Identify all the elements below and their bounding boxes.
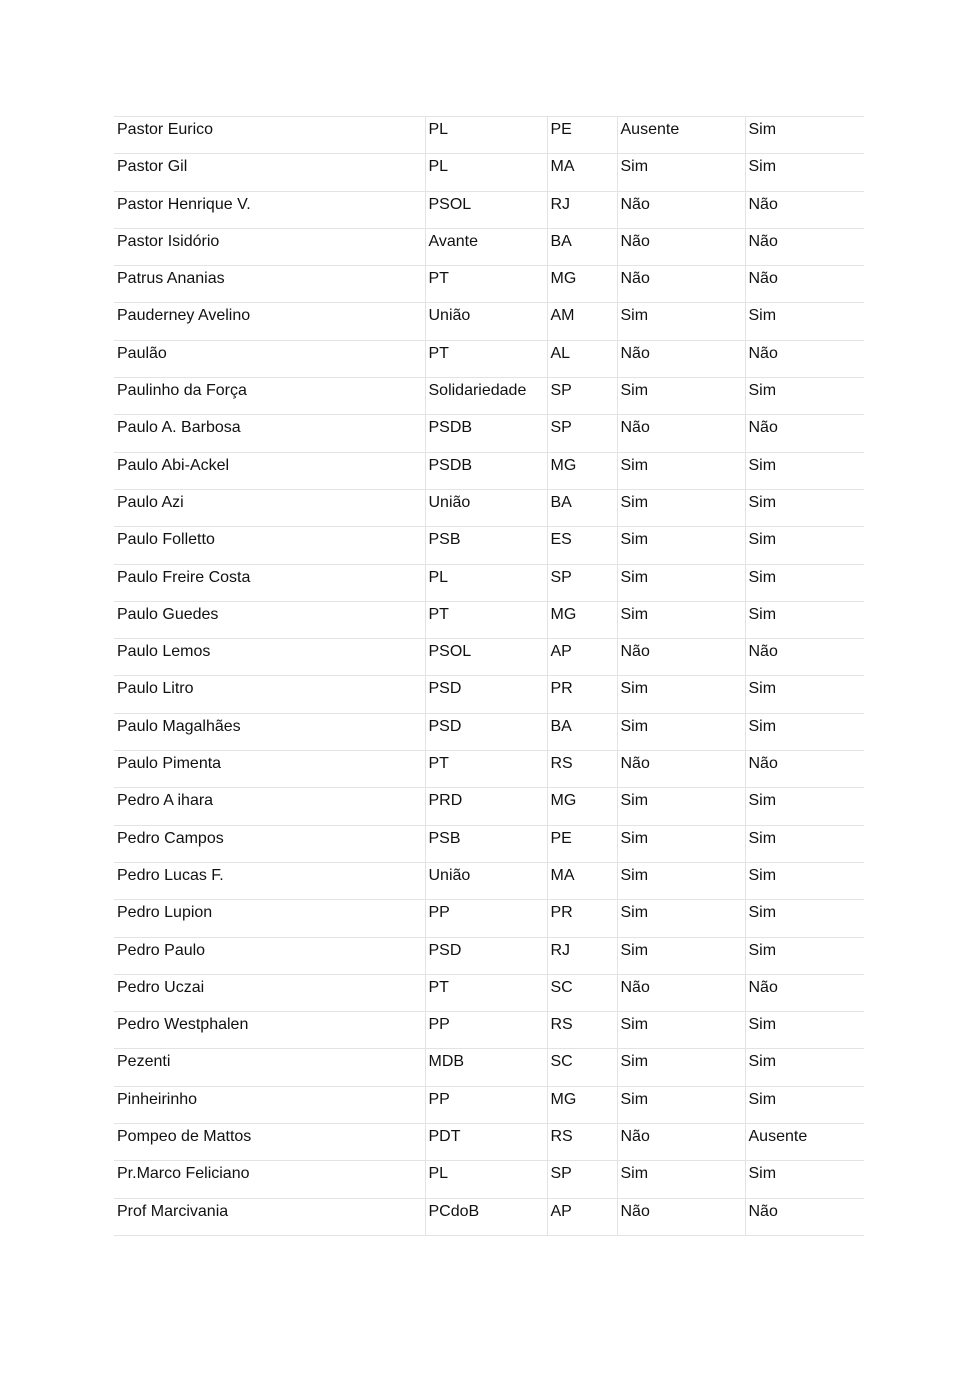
table-row [114, 452, 864, 489]
deputy-name-cell: Pedro Paulo [114, 937, 425, 974]
party-cell: PSOL [425, 191, 547, 228]
table-row [114, 117, 864, 154]
vote-1-cell: Sim [617, 601, 745, 638]
party-cell: PSDB [425, 452, 547, 489]
vote-2-cell: Sim [745, 788, 864, 825]
deputy-name-cell: Pauderney Avelino [114, 303, 425, 340]
table-row [114, 825, 864, 862]
vote-2-cell: Sim [745, 489, 864, 526]
party-cell: PT [425, 974, 547, 1011]
vote-1-cell: Sim [617, 1161, 745, 1198]
state-cell: SP [547, 1161, 617, 1198]
deputy-name-cell: Pastor Eurico [114, 117, 425, 154]
table-row [114, 266, 864, 303]
vote-1-cell: Sim [617, 862, 745, 899]
vote-1-cell: Sim [617, 527, 745, 564]
vote-1-cell: Sim [617, 564, 745, 601]
state-cell: PE [547, 825, 617, 862]
votes-table-body [114, 117, 864, 1236]
state-cell: MA [547, 862, 617, 899]
table-row [114, 639, 864, 676]
vote-2-cell: Sim [745, 1086, 864, 1123]
vote-1-cell: Sim [617, 378, 745, 415]
party-cell: PL [425, 117, 547, 154]
vote-1-cell: Sim [617, 1012, 745, 1049]
vote-2-cell: Ausente [745, 1124, 864, 1161]
state-cell: MG [547, 452, 617, 489]
deputy-name-cell: Patrus Ananias [114, 266, 425, 303]
vote-2-cell: Sim [745, 117, 864, 154]
state-cell: AM [547, 303, 617, 340]
state-cell: AP [547, 639, 617, 676]
deputy-name-cell: Paulo Freire Costa [114, 564, 425, 601]
party-cell: PT [425, 266, 547, 303]
table-row [114, 1198, 864, 1235]
table-row [114, 415, 864, 452]
state-cell: AP [547, 1198, 617, 1235]
deputy-name-cell: Pr.Marco Feliciano [114, 1161, 425, 1198]
vote-2-cell: Não [745, 191, 864, 228]
deputy-name-cell: Pedro A ihara [114, 788, 425, 825]
table-row [114, 340, 864, 377]
vote-1-cell: Não [617, 639, 745, 676]
party-cell: PRD [425, 788, 547, 825]
table-row [114, 676, 864, 713]
party-cell: PT [425, 751, 547, 788]
state-cell: PR [547, 676, 617, 713]
state-cell: MG [547, 601, 617, 638]
table-row [114, 489, 864, 526]
party-cell: União [425, 862, 547, 899]
deputy-name-cell: Paulo Abi-Ackel [114, 452, 425, 489]
deputy-name-cell: Pedro Lupion [114, 900, 425, 937]
state-cell: MG [547, 788, 617, 825]
state-cell: AL [547, 340, 617, 377]
vote-1-cell: Não [617, 415, 745, 452]
deputy-name-cell: Paulo A. Barbosa [114, 415, 425, 452]
vote-2-cell: Sim [745, 900, 864, 937]
vote-1-cell: Não [617, 974, 745, 1011]
table-row [114, 862, 864, 899]
vote-1-cell: Não [617, 1198, 745, 1235]
deputy-name-cell: Paulo Guedes [114, 601, 425, 638]
vote-1-cell: Sim [617, 676, 745, 713]
vote-1-cell: Ausente [617, 117, 745, 154]
vote-1-cell: Não [617, 751, 745, 788]
deputy-name-cell: Paulo Magalhães [114, 713, 425, 750]
deputy-name-cell: Pedro Westphalen [114, 1012, 425, 1049]
party-cell: PCdoB [425, 1198, 547, 1235]
vote-1-cell: Não [617, 191, 745, 228]
vote-2-cell: Sim [745, 676, 864, 713]
party-cell: PT [425, 340, 547, 377]
vote-1-cell: Sim [617, 489, 745, 526]
table-row [114, 1124, 864, 1161]
vote-2-cell: Sim [745, 1012, 864, 1049]
vote-1-cell: Não [617, 266, 745, 303]
party-cell: União [425, 489, 547, 526]
party-cell: PL [425, 1161, 547, 1198]
vote-2-cell: Não [745, 415, 864, 452]
state-cell: RJ [547, 937, 617, 974]
state-cell: SP [547, 378, 617, 415]
deputy-name-cell: Paulo Lemos [114, 639, 425, 676]
vote-1-cell: Sim [617, 937, 745, 974]
state-cell: BA [547, 489, 617, 526]
state-cell: RS [547, 751, 617, 788]
state-cell: SP [547, 415, 617, 452]
party-cell: PSDB [425, 415, 547, 452]
state-cell: RJ [547, 191, 617, 228]
vote-1-cell: Não [617, 1124, 745, 1161]
deputy-name-cell: Paulo Folletto [114, 527, 425, 564]
state-cell: MA [547, 154, 617, 191]
party-cell: PSB [425, 527, 547, 564]
vote-1-cell: Sim [617, 452, 745, 489]
state-cell: BA [547, 713, 617, 750]
vote-2-cell: Sim [745, 564, 864, 601]
state-cell: RS [547, 1124, 617, 1161]
vote-2-cell: Não [745, 266, 864, 303]
vote-2-cell: Não [745, 1198, 864, 1235]
deputy-name-cell: Paulo Litro [114, 676, 425, 713]
vote-2-cell: Sim [745, 1049, 864, 1086]
party-cell: PT [425, 601, 547, 638]
vote-2-cell: Sim [745, 713, 864, 750]
table-row [114, 788, 864, 825]
party-cell: PSD [425, 676, 547, 713]
vote-2-cell: Não [745, 974, 864, 1011]
deputy-name-cell: Prof Marcivania [114, 1198, 425, 1235]
table-row [114, 751, 864, 788]
state-cell: ES [547, 527, 617, 564]
vote-1-cell: Sim [617, 154, 745, 191]
state-cell: SP [547, 564, 617, 601]
deputy-name-cell: Pastor Gil [114, 154, 425, 191]
state-cell: MG [547, 1086, 617, 1123]
deputy-name-cell: Pastor Henrique V. [114, 191, 425, 228]
table-row [114, 1049, 864, 1086]
vote-2-cell: Sim [745, 1161, 864, 1198]
table-row [114, 974, 864, 1011]
vote-1-cell: Sim [617, 713, 745, 750]
table-row [114, 154, 864, 191]
votes-table [114, 116, 864, 1236]
party-cell: Solidariedade [425, 378, 547, 415]
table-row [114, 527, 864, 564]
party-cell: PP [425, 900, 547, 937]
vote-2-cell: Não [745, 340, 864, 377]
party-cell: PSD [425, 713, 547, 750]
state-cell: PE [547, 117, 617, 154]
party-cell: PSOL [425, 639, 547, 676]
vote-2-cell: Não [745, 639, 864, 676]
table-row [114, 937, 864, 974]
party-cell: PP [425, 1012, 547, 1049]
vote-2-cell: Sim [745, 154, 864, 191]
state-cell: SC [547, 974, 617, 1011]
state-cell: SC [547, 1049, 617, 1086]
vote-1-cell: Não [617, 340, 745, 377]
party-cell: Avante [425, 228, 547, 265]
vote-1-cell: Sim [617, 825, 745, 862]
deputy-name-cell: Pezenti [114, 1049, 425, 1086]
party-cell: União [425, 303, 547, 340]
table-row [114, 1086, 864, 1123]
party-cell: PDT [425, 1124, 547, 1161]
vote-2-cell: Sim [745, 862, 864, 899]
vote-2-cell: Sim [745, 601, 864, 638]
table-row [114, 1161, 864, 1198]
state-cell: PR [547, 900, 617, 937]
party-cell: PSB [425, 825, 547, 862]
party-cell: PSD [425, 937, 547, 974]
vote-2-cell: Não [745, 751, 864, 788]
state-cell: BA [547, 228, 617, 265]
party-cell: PL [425, 564, 547, 601]
party-cell: PL [425, 154, 547, 191]
vote-2-cell: Não [745, 228, 864, 265]
vote-2-cell: Sim [745, 937, 864, 974]
vote-1-cell: Sim [617, 1049, 745, 1086]
vote-1-cell: Sim [617, 900, 745, 937]
vote-1-cell: Não [617, 228, 745, 265]
vote-1-cell: Sim [617, 1086, 745, 1123]
vote-2-cell: Sim [745, 527, 864, 564]
table-row [114, 228, 864, 265]
vote-2-cell: Sim [745, 452, 864, 489]
vote-1-cell: Sim [617, 788, 745, 825]
vote-1-cell: Sim [617, 303, 745, 340]
party-cell: MDB [425, 1049, 547, 1086]
party-cell: PP [425, 1086, 547, 1123]
deputy-name-cell: Paulo Azi [114, 489, 425, 526]
deputy-name-cell: Pedro Lucas F. [114, 862, 425, 899]
deputy-name-cell: Pedro Campos [114, 825, 425, 862]
deputy-name-cell: Pedro Uczai [114, 974, 425, 1011]
state-cell: RS [547, 1012, 617, 1049]
table-row [114, 303, 864, 340]
vote-2-cell: Sim [745, 303, 864, 340]
table-row [114, 601, 864, 638]
deputy-name-cell: Pompeo de Mattos [114, 1124, 425, 1161]
table-row [114, 900, 864, 937]
state-cell: MG [547, 266, 617, 303]
deputy-name-cell: Paulão [114, 340, 425, 377]
vote-2-cell: Sim [745, 378, 864, 415]
deputy-name-cell: Pinheirinho [114, 1086, 425, 1123]
table-row [114, 191, 864, 228]
vote-2-cell: Sim [745, 825, 864, 862]
table-row [114, 564, 864, 601]
deputy-name-cell: Paulo Pimenta [114, 751, 425, 788]
table-row [114, 378, 864, 415]
table-row [114, 713, 864, 750]
table-row [114, 1012, 864, 1049]
deputy-name-cell: Pastor Isidório [114, 228, 425, 265]
deputy-name-cell: Paulinho da Força [114, 378, 425, 415]
